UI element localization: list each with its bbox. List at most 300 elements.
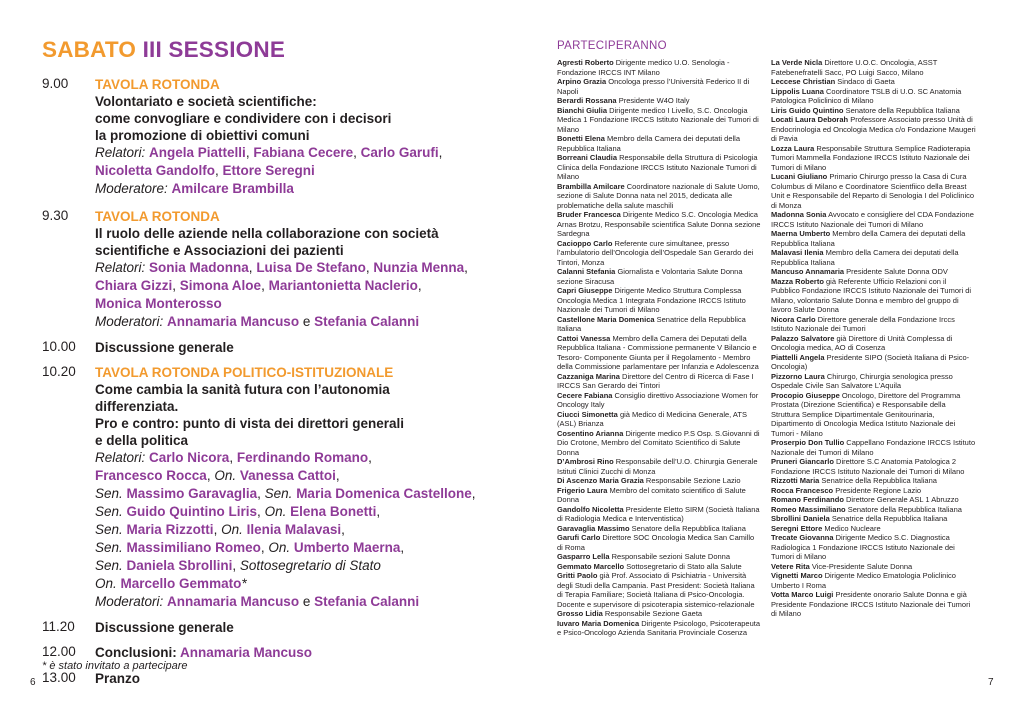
participant-name: Vetere Rita <box>771 561 810 571</box>
participant-name: Liris Guido Quintino <box>771 105 844 115</box>
speaker-text: On. <box>214 468 237 483</box>
participant-name: Seregni Ettore <box>771 523 823 533</box>
speaker-text: Relatori: <box>95 145 150 160</box>
session-title <box>42 37 285 63</box>
participant-name: Trecate Giovanna <box>771 533 834 542</box>
speaker-text: Sen. <box>95 504 123 519</box>
speaker-name: Umberto Maerna <box>293 540 401 555</box>
program-speakers-line <box>95 539 502 557</box>
participant-entry <box>771 115 976 144</box>
participant-name: Gandolfo Nicoletta <box>557 504 624 514</box>
participant-name: Madonna Sonia <box>771 210 827 219</box>
participant-role: Giornalista e Volontaria Salute Donna sezione Siracusa <box>557 267 743 286</box>
participant-entry <box>557 315 762 334</box>
participant-name: Pizzorno Laura <box>771 371 825 381</box>
participant-role: Direttore del Centro di Ricerca di Fase I IRCCS San Gerardo dei Tintori <box>557 371 754 390</box>
program-item <box>42 339 502 356</box>
speaker-name: Daniela Sbrollini <box>126 558 233 573</box>
participant-role: Dirigente medico P.S Osp. S.Giovanni di Dio Crotone, Membro del Comitato Scientifico di Salute Donna <box>557 428 760 457</box>
speaker-name: Annamaria Mancuso <box>167 594 300 609</box>
speaker-name: Ferdinando Romano <box>236 450 369 465</box>
participant-entry <box>557 410 762 429</box>
participant-name: Grosso Lidia <box>557 609 603 618</box>
participant-entry <box>771 210 976 229</box>
participant-name: Cattoi Vanessa <box>557 333 611 343</box>
participant-role: Referente cure simultanee, presso l’ambulatorio dell’Oncologia dell’Ospedale San Gerardo dei Tintori, Monza <box>557 238 754 267</box>
program-speakers-line <box>95 277 502 295</box>
participant-entry <box>557 619 762 638</box>
program-speakers-line <box>95 467 502 485</box>
participant-name: Cacioppo Carlo <box>557 238 613 248</box>
participant-role: Presidente SIPO (Società Italiana di Psico-Oncologia) <box>771 352 970 371</box>
program-topic-line: Discussione generale <box>95 340 234 355</box>
participant-entry <box>771 457 976 476</box>
program-header: TAVOLA ROTONDA <box>95 77 220 92</box>
participant-entry <box>557 267 762 286</box>
participant-entry <box>557 571 762 609</box>
participant-entry <box>557 96 762 106</box>
participant-entry <box>557 77 762 96</box>
participant-name: Rocca Francesco <box>771 485 834 495</box>
participant-entry <box>771 524 976 534</box>
program-topic-line: Discussione generale <box>95 620 234 635</box>
speaker-text: e <box>299 594 315 609</box>
speaker-text: , <box>215 163 223 178</box>
speaker-text: , <box>213 522 222 537</box>
speaker-text: Moderatore: <box>95 181 172 196</box>
participant-entry <box>557 562 762 572</box>
footnote: * è stato invitato a partecipare <box>42 660 188 672</box>
participant-entry <box>557 210 762 239</box>
program-header: TAVOLA ROTONDA POLITICO-ISTITUZIONALE <box>95 365 394 380</box>
speaker-text: , <box>376 504 381 519</box>
speaker-name: Mariantonietta Naclerio <box>268 278 418 293</box>
speaker-text: , <box>232 558 240 573</box>
participant-role: Senatore della Repubblica Italiana <box>843 105 960 115</box>
speaker-text: Relatori: <box>95 260 150 275</box>
speaker-text: * <box>241 576 247 591</box>
speaker-text: , <box>206 468 215 483</box>
participant-name: Piattelli Angela <box>771 352 825 362</box>
program-time: 10.00 <box>42 339 76 354</box>
participant-entry <box>771 106 976 116</box>
participant-entry <box>771 229 976 248</box>
speaker-name: Sonia Madonna <box>149 260 249 275</box>
participant-role: Responsabile della Struttura di Psicologia Clinica della Fondazione IRCCS Istituto Nazionale Tumori di Milano <box>557 153 758 181</box>
program-item <box>42 364 502 611</box>
speaker-text: Sottosegretario di Stato <box>239 558 381 573</box>
participant-entry <box>771 514 976 524</box>
participant-name: Calanni Stefania <box>557 267 616 276</box>
participant-role: Sottosegretario di Stato alla Salute <box>624 561 742 571</box>
speaker-text: , <box>341 522 345 537</box>
speaker-text: , <box>261 278 269 293</box>
participant-role: già Direttore di Unità Complessa di Oncologia medica, AO di Cosenza <box>771 333 953 352</box>
participant-entry <box>557 391 762 410</box>
participant-role: Oncologo, Direttore del Programma Prostata (Direzione Scientifica) e Responsabile della Struttura Semplice Dipartimentale Genitourinaria, Dipartimento di Oncologia Medica Istituto Nazionale dei Tumori - Milano <box>771 390 961 438</box>
participant-role: Senatrice della Repubblica Italiana <box>829 514 948 523</box>
participant-name: La Verde Nicla <box>771 58 823 67</box>
speaker-text: , <box>400 540 405 555</box>
speaker-text: , <box>464 260 468 275</box>
program-time: 13.00 <box>42 670 76 685</box>
participant-entry <box>771 372 976 391</box>
participant-entry <box>557 457 762 476</box>
participant-name: Romeo Massimiliano <box>771 504 846 514</box>
participant-role: Presidente Eletto SIRM (Società Italiana di Radiologia Medica e Interventistica) <box>557 504 760 523</box>
speaker-name: Massimo Garavaglia <box>126 486 258 501</box>
participant-name: Romano Ferdinando <box>771 495 844 504</box>
participant-role: Senatore della Repubblica Italiana <box>845 504 962 514</box>
participant-entry <box>771 391 976 439</box>
program-topic-line: Pro e contro: punto di vista dei direttori generali <box>95 416 405 431</box>
participant-role: Membro della Camera dei deputati della Repubblica Italiana <box>771 248 959 267</box>
participant-role: Presidente W4O Italy <box>616 96 690 105</box>
participant-role: Senatore della Repubblica Italiana <box>629 523 746 533</box>
speaker-name: Carlo Nicora <box>149 450 230 465</box>
participant-role: Direttore S.C Anatomia Patologica 2 Fondazione IRCCS Istituto Nazionale dei Tumori di Milano <box>771 457 965 476</box>
participant-name: Gemmato Marcello <box>557 561 625 571</box>
program-topic-line: e della politica <box>95 433 189 448</box>
participant-name: Borreani Claudia <box>557 153 618 162</box>
participants-column-2 <box>771 58 976 619</box>
speaker-text: Moderatori: <box>95 594 168 609</box>
session-number: III SESSIONE <box>142 37 286 62</box>
program-item <box>42 619 502 636</box>
speaker-name: Monica Monterosso <box>95 296 222 311</box>
participant-entry <box>771 144 976 173</box>
participant-entry <box>771 562 976 572</box>
program-time: 12.00 <box>42 644 76 659</box>
speaker-text: Sen. <box>264 486 293 501</box>
participant-entry <box>557 372 762 391</box>
participant-name: Bruder Francesca <box>557 210 621 219</box>
program-speakers-line <box>95 575 502 593</box>
participant-role: Direttore generale della Fondazione Irccs Istituto Nazionale dei Tumori <box>771 314 955 333</box>
participant-entry <box>557 182 762 211</box>
participant-name: Procopio Giuseppe <box>771 390 840 400</box>
participant-name: Cecere Fabiana <box>557 390 613 400</box>
participant-name: Di Ascenzo Maria Grazia <box>557 476 644 485</box>
speaker-text: Sen. <box>95 522 123 537</box>
speaker-name: Marcello Gemmato <box>120 576 242 591</box>
participant-role: Dirigente Medico Struttura Complessa Oncologia Medica 1 Integrata Fondazione IRCCS Istituto Nazionale dei Tumori di Milano <box>557 286 746 314</box>
page-number-left: 6 <box>30 677 36 688</box>
participant-name: Rizzotti Maria <box>771 476 820 485</box>
participant-entry <box>771 533 976 562</box>
program-item <box>42 76 502 198</box>
participant-role: Direttore SOC Oncologia Medica San Camillo di Roma <box>557 533 755 552</box>
speaker-name: Carlo Garufi <box>360 145 439 160</box>
speaker-text: , <box>365 260 374 275</box>
participant-name: Leccese Christian <box>771 77 836 86</box>
participant-name: Iuvaro Maria Domenica <box>557 618 640 628</box>
participant-role: Avvocato e consigliere del CDA Fondazione IRCCS Istituto Nazionale dei Tumori di Milano <box>771 210 974 229</box>
speaker-text: Sen. <box>95 486 123 501</box>
program-speakers-line <box>95 449 502 467</box>
participant-entry <box>771 87 976 106</box>
participant-role: già Referente Ufficio Relazioni con il Pubblico Fondazione IRCCS Istituto Nazionale dei Tumori di Milano, volontario Salute Donna e membro del gruppo di lavoro Salute Donna <box>771 276 972 314</box>
speaker-name: Maria Rizzotti <box>126 522 214 537</box>
participant-role: già Medico di Medicina Generale, ATS (ASL) Brianza <box>557 409 747 428</box>
participants-title: PARTECIPERANNO <box>557 40 667 52</box>
speaker-name: Luisa De Stefano <box>256 260 366 275</box>
speaker-name: Maria Domenica Castellone <box>296 486 472 501</box>
participant-entry <box>771 334 976 353</box>
participant-role: Dirigente Medico S.C. Oncologia Medica Arnas Brotzu, Responsabile scientifica Salute Donna sezione Sardegna <box>557 210 761 238</box>
program-time: 9.30 <box>42 208 69 223</box>
speaker-text: , <box>260 540 269 555</box>
participant-entry <box>557 239 762 268</box>
participant-entry <box>557 524 762 534</box>
speaker-text: , <box>417 278 422 293</box>
participant-role: Vice-Presidente Salute Donna <box>809 561 913 571</box>
speaker-name: Amilcare Brambilla <box>171 181 294 196</box>
participant-name: Berardi Rossana <box>557 96 617 105</box>
participant-role: Membro del comitato scientifico di Salute Donna <box>557 485 746 504</box>
participant-role: Responsabile Struttura Semplice Radioterapia Tumori Mammella Fondazione IRCCS Istituto Nazionale dei Tumori di Milano <box>771 143 971 172</box>
speaker-text: , <box>438 145 443 160</box>
participant-role: Dirigente Medico S.C. Diagnostica Radiologica 1 Fondazione IRCCS Istituto Nazionale dei Tumori di Milano <box>771 533 955 561</box>
program-speakers-line <box>95 485 502 503</box>
speaker-name: Annamaria Mancuso <box>180 645 313 660</box>
participant-name: Cazzaniga Marina <box>557 371 620 381</box>
participant-role: Responsabile Sezione Gaeta <box>602 609 703 618</box>
participant-entry <box>771 505 976 515</box>
participant-role: Consiglio direttivo Associazione Women for Oncology Italy <box>557 390 759 409</box>
participant-entry <box>557 286 762 315</box>
participant-name: Castellone Maria Domenica <box>557 314 655 324</box>
participant-name: Votta Marco Luigi <box>771 590 834 599</box>
participant-name: Mancuso Annamaria <box>771 267 845 276</box>
participant-entry <box>771 571 976 590</box>
participant-role: Responsabile dell’U.O. Chirurgia Generale Istituti Clinici Zucchi di Monza <box>557 457 758 476</box>
participant-entry <box>557 533 762 552</box>
speaker-text: , <box>257 504 265 519</box>
participant-name: Locati Laura Deborah <box>771 115 849 124</box>
participant-name: Palazzo Salvatore <box>771 333 835 343</box>
program-speakers-line <box>95 593 502 611</box>
program-speakers-line <box>95 521 502 539</box>
participant-name: Bianchi Giulia <box>557 105 608 115</box>
participant-name: Vignetti Marco <box>771 571 823 580</box>
participant-role: Cappellano Fondazione IRCCS Istituto Nazionale dei Tumori di Milano <box>771 438 976 457</box>
speaker-text: e <box>299 314 315 329</box>
participant-role: Dirigente Medico Ematologia Policlinico Umberto I Roma <box>771 571 956 590</box>
speaker-text: , <box>229 450 237 465</box>
speaker-name: Stefania Calanni <box>314 314 420 329</box>
participant-role: Presidente Regione Lazio <box>833 485 922 495</box>
participant-entry <box>771 277 976 315</box>
program-speakers-line <box>95 295 502 313</box>
program-topic-line: Volontariato e società scientifiche: <box>95 94 317 109</box>
participant-entry <box>557 429 762 458</box>
participants-column-1 <box>557 58 762 638</box>
speaker-text: On. <box>268 540 291 555</box>
program-header: TAVOLA ROTONDA <box>95 209 220 224</box>
session-day: SABATO <box>42 37 137 62</box>
program-speakers-line <box>95 557 502 575</box>
participant-name: Pruneri Giancarlo <box>771 457 834 466</box>
participant-entry <box>771 172 976 210</box>
speaker-name: Guido Quintino Liris <box>126 504 258 519</box>
participant-name: Capri Giuseppe <box>557 286 613 295</box>
participant-entry <box>771 58 976 77</box>
speaker-text: , <box>368 450 372 465</box>
participant-entry <box>557 58 762 77</box>
program-item <box>42 208 502 331</box>
right-page <box>512 0 1024 717</box>
participant-entry <box>557 609 762 619</box>
participant-role: Senatrice della Repubblica Italiana <box>557 314 746 333</box>
participant-name: Cosentino Arianna <box>557 428 624 438</box>
speaker-name: Angela Piattelli <box>149 145 246 160</box>
participant-entry <box>771 495 976 505</box>
participant-entry <box>771 353 976 372</box>
participant-name: Ciucci Simonetta <box>557 409 618 419</box>
speaker-text: Sen. <box>95 540 123 555</box>
participant-entry <box>771 315 976 334</box>
participant-name: Sbrollini Daniela <box>771 514 830 523</box>
program-speakers-line <box>95 144 502 162</box>
speaker-text: , <box>353 145 361 160</box>
participant-name: Garavaglia Massimo <box>557 523 630 533</box>
speaker-text: , <box>248 260 257 275</box>
program-topic-line: Il ruolo delle aziende nella collaborazione con società <box>95 226 439 241</box>
program-list <box>42 76 502 687</box>
participant-entry <box>557 153 762 182</box>
speaker-text: , <box>471 486 476 501</box>
participant-role: Dirigente Psicologo, Psicoterapeuta e Psico-Oncologo Azienda Sanitaria Provinciale Cosenza <box>557 618 761 637</box>
program-speakers-line <box>95 313 502 331</box>
speaker-name: Elena Bonetti <box>290 504 377 519</box>
speaker-name: Massimiliano Romeo <box>126 540 261 555</box>
speaker-name: Ilenia Malavasi <box>246 522 342 537</box>
participant-role: già Prof. Associato di Psichiatria - Università degli Studi della Campania. Past President: Società Italiana di Terapia Familiare; Società Italiana di Psico-Oncologia. Docente e supervisore di psicoterapia sistemico-relazionale <box>557 571 755 609</box>
speaker-name: Stefania Calanni <box>314 594 420 609</box>
participant-role: Direttore Generale ASL 1 Abruzzo <box>843 495 959 504</box>
participant-role: Membro della Camera dei Deputati della Repubblica Italiana - Commissione permanente V Bilancio e Tesoro- Componente Giunta per il Regolamento - Membro della Commissione parlamentare per Infanzia e Adolescenza <box>557 333 759 371</box>
participant-role: Responsabile Sezione Lazio <box>643 476 741 485</box>
speaker-text: Sen. <box>95 558 123 573</box>
participant-entry <box>771 590 976 619</box>
program-topic-line: scientifiche e Associazioni dei pazienti <box>95 243 344 258</box>
speaker-name: Fabiana Cecere <box>253 145 354 160</box>
speaker-text: On. <box>95 576 117 591</box>
participant-name: D’Ambrosi Rino <box>557 457 614 466</box>
participant-entry <box>557 552 762 562</box>
participant-name: Nicora Carlo <box>771 314 816 324</box>
program-topic-line: la promozione di obiettivi comuni <box>95 128 310 143</box>
participant-role: Chirurgo, Chirurgia senologica presso Ospedale Civile San Salvatore L’Aquila <box>771 371 953 390</box>
program-speakers-line <box>95 180 502 198</box>
program-time: 11.20 <box>42 619 75 634</box>
participant-name: Gritti Paolo <box>557 571 598 580</box>
speaker-text: Conclusioni: <box>95 645 180 660</box>
participant-entry <box>557 476 762 486</box>
participant-name: Lozza Laura <box>771 143 815 153</box>
participant-entry <box>557 505 762 524</box>
participant-entry <box>771 438 976 457</box>
participant-role: Responsabile sezioni Salute Donna <box>609 552 731 561</box>
speaker-text: , <box>257 486 265 501</box>
program-time: 9.00 <box>42 76 69 91</box>
program-speakers-line <box>95 259 502 277</box>
participant-name: Arpino Grazia <box>557 77 607 86</box>
participant-name: Gasparro Lella <box>557 552 610 561</box>
participant-name: Agresti Roberto <box>557 58 614 67</box>
speaker-name: Vanessa Cattoi <box>239 468 336 483</box>
participant-role: Senatrice della Repubblica Italiana <box>819 476 937 485</box>
participant-role: Dirigente medico U.O. Senologia - Fondazione IRCCS INT Milano <box>557 58 730 77</box>
participant-role: Dirigente medico I Livello, S.C. Oncologia Medica 1 Fondazione IRCCS Istituto Nazionale dei Tumori di Milano <box>557 105 759 134</box>
participant-role: Coordinatore nazionale di Salute Uomo, sezione di Salute Donna nata nel 2015, dedicata alle problematiche della salute maschili <box>557 181 760 210</box>
participant-entry <box>771 248 976 267</box>
participant-entry <box>771 267 976 277</box>
participant-entry <box>557 486 762 505</box>
program-time: 10.20 <box>42 364 76 379</box>
speaker-name: Nunzia Menna <box>373 260 465 275</box>
speaker-text: Moderatori: <box>95 314 168 329</box>
program-speakers-line <box>95 162 502 180</box>
speaker-name: Annamaria Mancuso <box>167 314 300 329</box>
participant-name: Mazza Roberto <box>771 276 824 286</box>
program-topic-line: Pranzo <box>95 671 141 686</box>
participant-entry <box>557 334 762 372</box>
speaker-text: , <box>245 145 254 160</box>
participant-role: Sindaco di Gaeta <box>835 77 895 86</box>
participant-name: Brambilla Amilcare <box>557 181 625 191</box>
speaker-name: Chiara Gizzi <box>95 278 173 293</box>
participant-name: Bonetti Elena <box>557 134 605 143</box>
participant-name: Maerna Umberto <box>771 229 831 238</box>
participant-role: Presidente Salute Donna ODV <box>844 267 948 276</box>
speaker-name: Simona Aloe <box>179 278 262 293</box>
program-item <box>42 670 502 687</box>
participant-role: Presidente onorario Salute Donna e già Presidente Fondazione IRCCS Istituto Nazionale dei Tumori di Milano <box>771 590 971 618</box>
speaker-name: Francesco Rocca <box>95 468 207 483</box>
participant-name: Malavasi Ilenia <box>771 248 824 257</box>
participant-entry <box>771 77 976 87</box>
participant-entry <box>557 106 762 135</box>
participant-entry <box>771 486 976 496</box>
participant-role: Membro della Camera dei deputati della Repubblica Italiana <box>771 229 966 248</box>
participant-name: Frigerio Laura <box>557 485 608 495</box>
program-topic-line: Come cambia la sanità futura con l’autonomia <box>95 382 390 397</box>
participant-name: Proserpio Don Tullio <box>771 438 845 447</box>
participant-name: Garufi Carlo <box>557 533 601 542</box>
participant-role: Coordinatore TSLB di U.O. SC Anatomia Patologica Policlinico di Milano <box>771 86 962 105</box>
participant-entry <box>557 134 762 153</box>
speaker-name: Nicoletta Gandolfo <box>95 163 216 178</box>
page-number-right: 7 <box>988 677 994 688</box>
participant-role: Oncologa presso l’Università Federico II di Napoli <box>557 77 750 96</box>
participant-name: Lucani Giuliano <box>771 172 828 181</box>
program-topic-line: differenziata. <box>95 399 179 414</box>
program-speakers-line <box>95 503 502 521</box>
speaker-text: On. <box>264 504 287 519</box>
participant-role: Membro della Camera dei deputati della Repubblica Italiana <box>557 134 741 153</box>
program-topic-line: come convogliare e condividere con i decisori <box>95 111 392 126</box>
speaker-text: On. <box>221 522 243 537</box>
speaker-text: Relatori: <box>95 450 150 465</box>
participant-role: Professore Associato presso Unità di Endocrinologia ed Oncologia Medica c/o Fondazione Maugeri di Pavia <box>771 115 976 143</box>
participant-name: Lippolis Luana <box>771 86 824 96</box>
participant-entry <box>771 476 976 486</box>
speaker-text: , <box>172 278 180 293</box>
speaker-text: , <box>335 468 340 483</box>
participant-role: Direttore U.O.C. Oncologia, ASST Fatebenefratelli Sacc, PO Luigi Sacco, Milano <box>771 58 938 77</box>
